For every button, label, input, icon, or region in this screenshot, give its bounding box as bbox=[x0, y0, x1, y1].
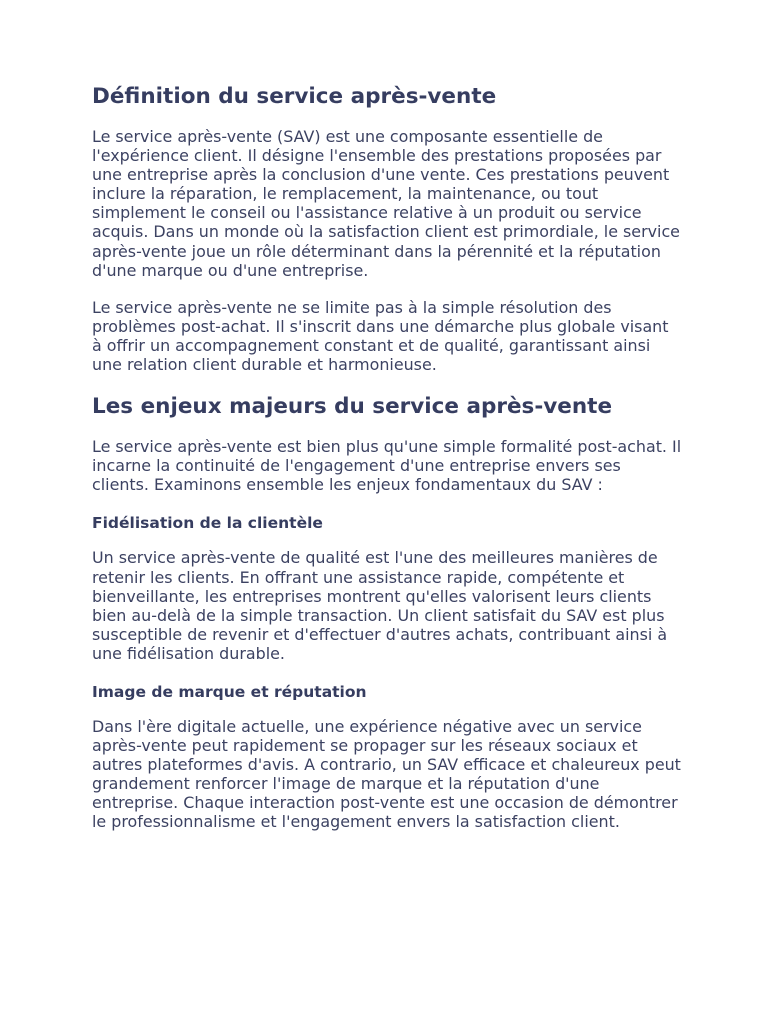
subheading-fidelisation: Fidélisation de la clientèle bbox=[92, 514, 323, 533]
section-heading-definition: Définition du service après-vente bbox=[92, 84, 497, 109]
paragraph-definition-1: Le service après-vente (SAV) est une composante essentielle de l'expérience client. Il désigne l'ensemble des prestations proposées par une entreprise après la conclusion d'une vente. Ces prestations peuvent inclure la réparation, le remplacement, la maintenance, ou tout simplement le conseil ou l'assistance relative à un produit ou service acquis. Dans un monde où la satisfaction client est primordiale, le service après-vente joue un rôle déterminant dans la pérennité et la réputation d'une marque ou d'une entreprise. bbox=[92, 127, 680, 280]
subheading-image-de-marque: Image de marque et réputation bbox=[92, 682, 367, 701]
paragraph-image-de-marque: Dans l'ère digitale actuelle, une expérience négative avec un service après-vente peut rapidement se propager sur les réseaux sociaux et autres plateformes d'avis. A contrario, un SAV efficace et chaleureux peut grandement renforcer l'image de marque et la réputation d'une entreprise. Chaque interaction post-vente est une occasion de démontrer le professionnalisme et l'engagement envers la satisfaction client. bbox=[92, 716, 681, 832]
paragraph-definition-2: Le service après-vente ne se limite pas à la simple résolution des problèmes post-achat. Il s'inscrit dans une démarche plus globale visant à offrir un accompagnement constant et de qualité, garantissant ainsi une relation client durable et harmonieuse. bbox=[92, 297, 669, 375]
document-page bbox=[92, 82, 682, 850]
section-heading-enjeux: Les enjeux majeurs du service après-vente bbox=[92, 394, 613, 420]
paragraph-fidelisation: Un service après-vente de qualité est l'une des meilleures manières de retenir les clients. En offrant une assistance rapide, compétente et bienveillante, les entreprises montrent qu'elles valorisent leurs clients bien au-delà de la simple transaction. Un client satisfait du SAV est plus susceptible de revenir et d'effectuer d'autres achats, contribuant ainsi à une fidélisation durable. bbox=[92, 548, 668, 663]
paragraph-enjeux-intro: Le service après-vente est bien plus qu'une simple formalité post-achat. Il incarne la continuité de l'engagement d'une entreprise envers ses clients. Examinons ensemble les enjeux fondamentaux du SAV : bbox=[92, 437, 682, 495]
